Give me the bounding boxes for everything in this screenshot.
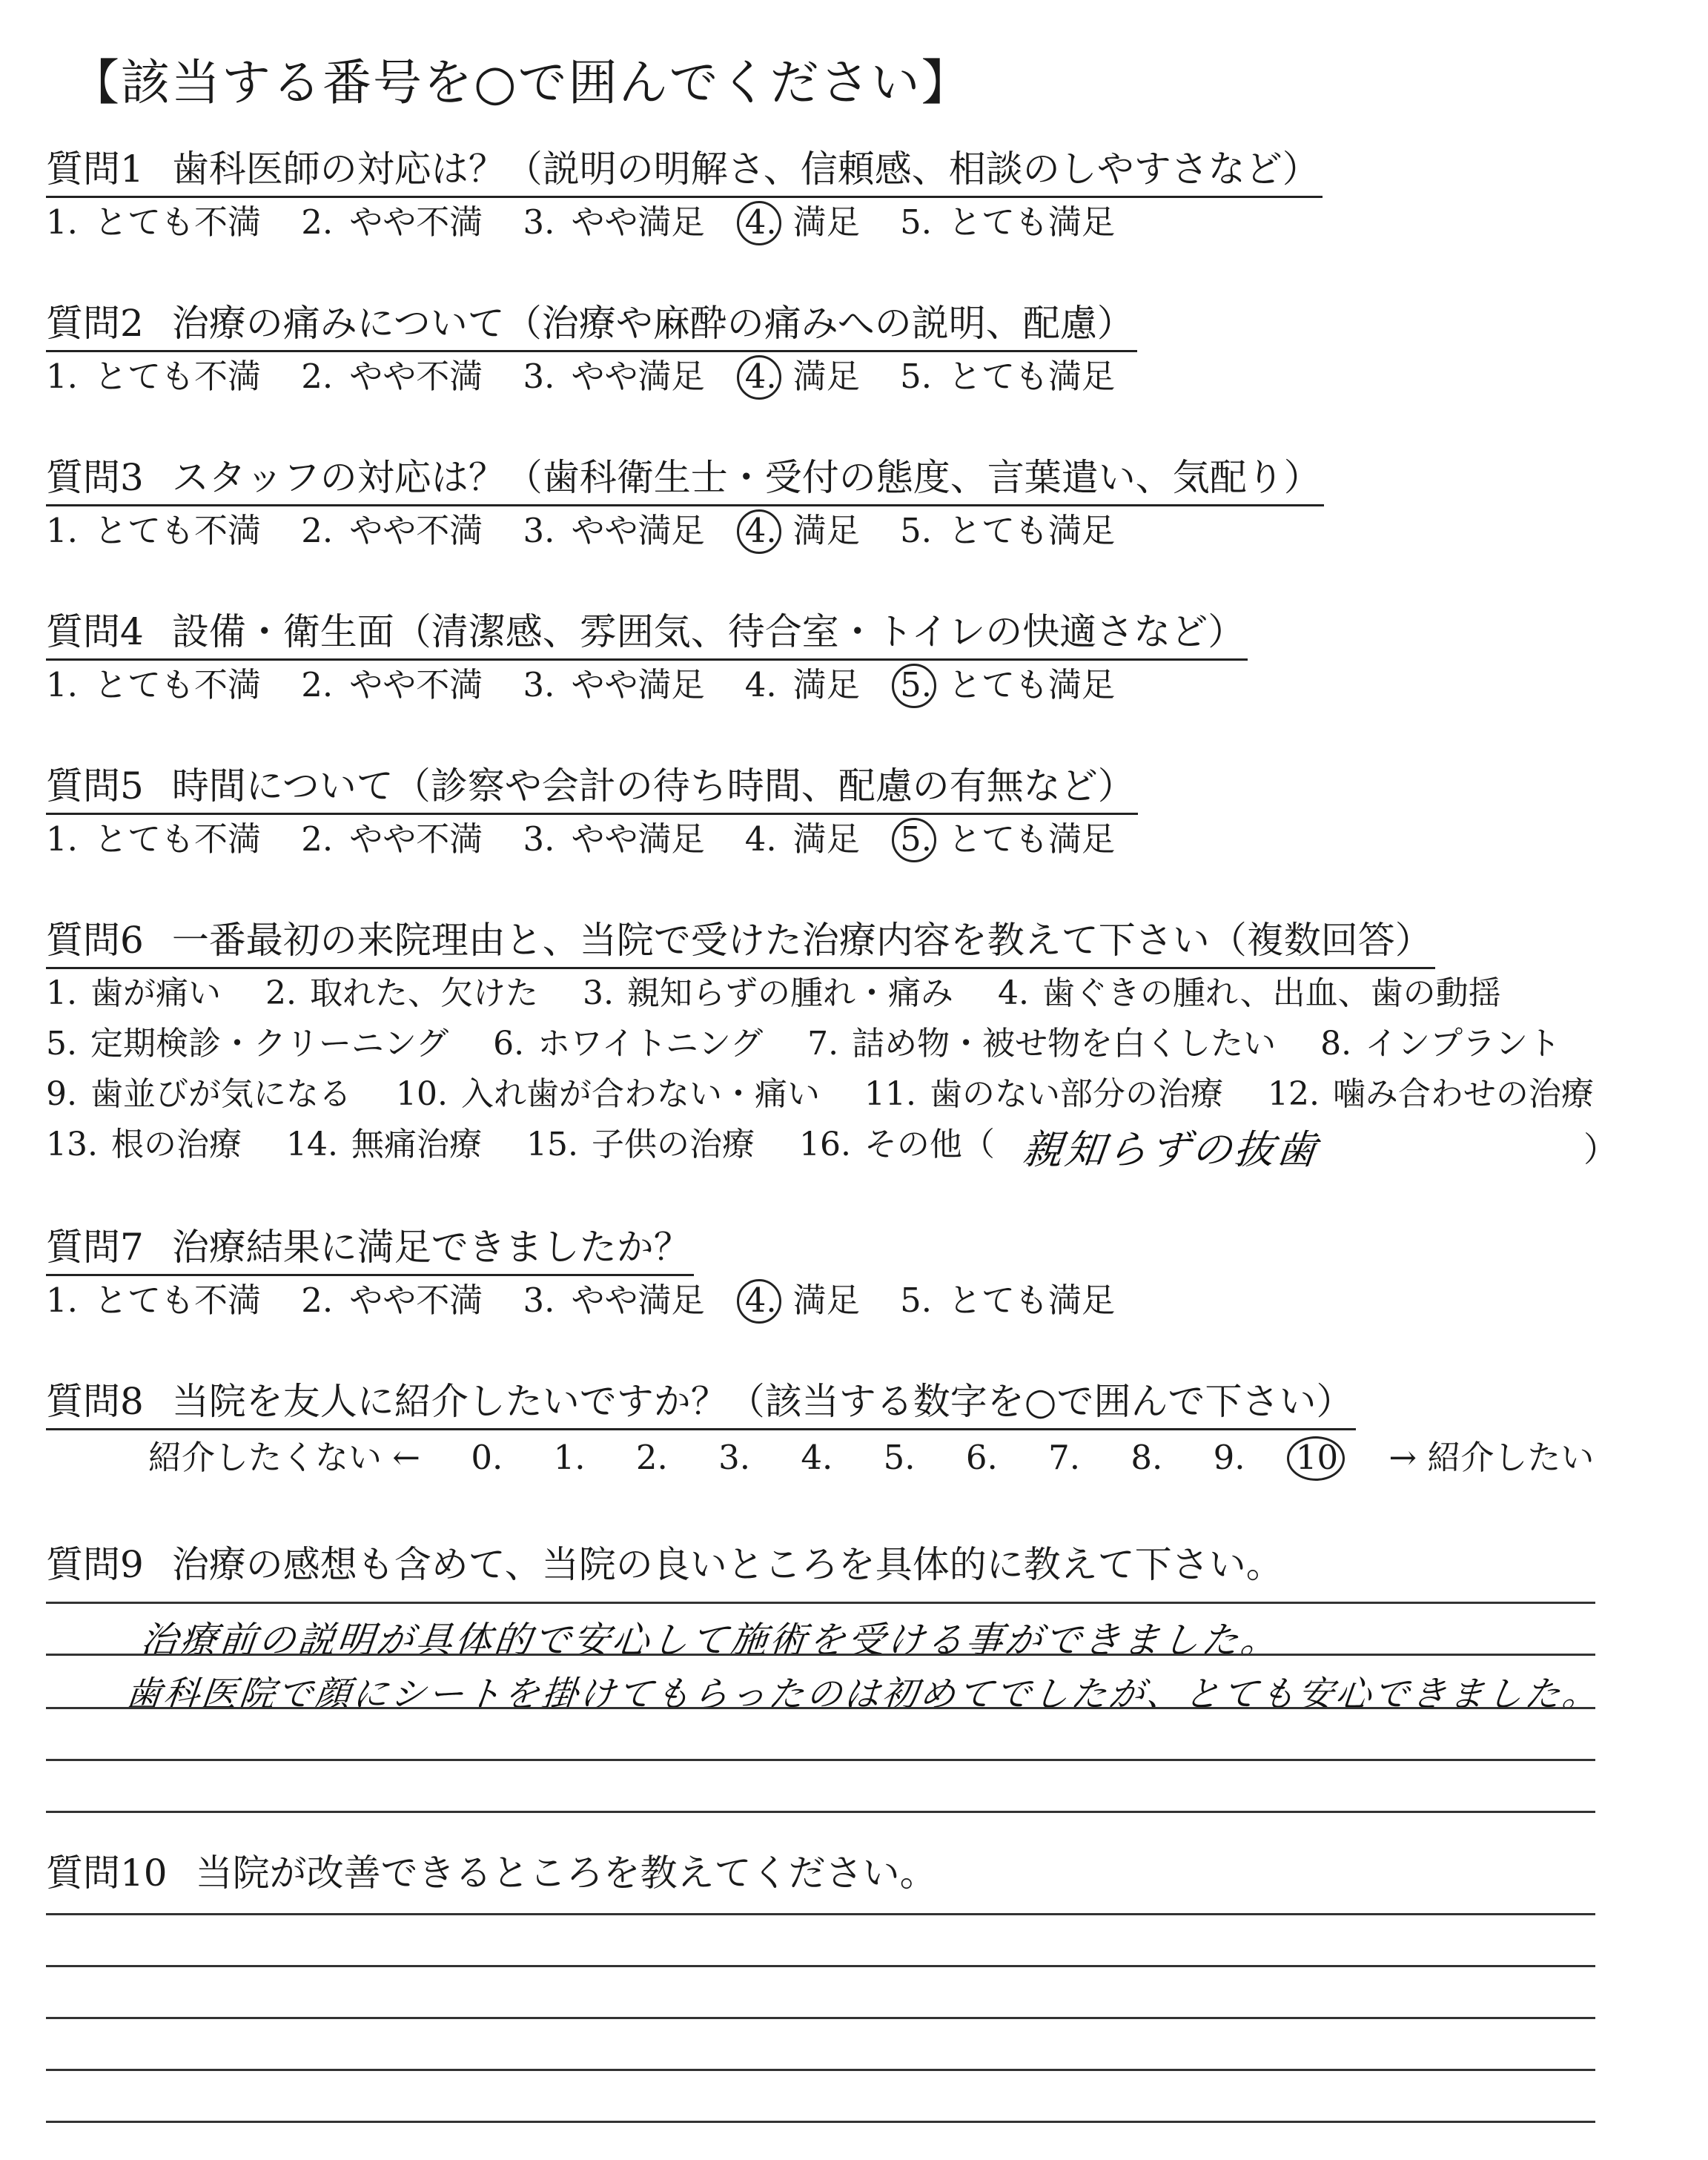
selection-circle: 4. [744, 511, 777, 550]
question-number: 質問2 [46, 302, 144, 345]
other-close-paren: ） [1583, 1129, 1618, 1169]
option-3[interactable]: 3. やや満足 [523, 511, 705, 550]
question-4-options [46, 664, 1145, 706]
option-3[interactable]: 3. やや満足 [523, 665, 705, 704]
selection-circle: 5. [900, 819, 932, 859]
scale-7[interactable]: 7. [1048, 1438, 1081, 1477]
option-1[interactable]: 1. とても不満 [46, 1281, 261, 1320]
scale-8[interactable]: 8. [1131, 1438, 1163, 1477]
question-2 [46, 301, 1137, 352]
option-4[interactable]: 4. 満足 [744, 665, 860, 704]
option-4-selected[interactable]: 4. 満足 [744, 1281, 860, 1320]
checkbox-option[interactable]: 10. 入れ歯が合わない・痛い [395, 1075, 820, 1113]
checkbox-option[interactable]: 13. 根の治療 [46, 1126, 242, 1163]
option-5[interactable]: 5. とても満足 [900, 202, 1116, 242]
question-number: 質問3 [46, 456, 144, 499]
answer-rule [46, 1811, 1595, 1813]
option-4[interactable]: 4. 満足 [744, 819, 860, 859]
question-6-row-1 [46, 973, 1535, 1014]
option-3[interactable]: 3. やや満足 [523, 819, 705, 859]
answer-rule [46, 2017, 1595, 2019]
question-number: 質問6 [46, 919, 144, 962]
question-text: 歯科医師の対応は？（説明の明解さ、信頼感、相談のしやすさなど） [171, 148, 1320, 191]
answer-rule [46, 1602, 1595, 1604]
selection-circle: 4. [744, 202, 777, 242]
question-10 [46, 1851, 937, 1895]
question-number: 質問7 [46, 1226, 144, 1269]
checkbox-option[interactable]: 8. インプラント [1320, 1025, 1561, 1063]
question-6 [46, 918, 1435, 969]
other-answer-handwritten[interactable]: 親知らずの抜歯 [1020, 1126, 1321, 1173]
question-number: 質問1 [46, 148, 144, 191]
selection-circle: 4. [744, 357, 777, 396]
question-6-row-2 [46, 1023, 1595, 1065]
handwritten-answer-line-1[interactable]: 治療前の説明が具体的で安心して施術を受ける事ができました。 [138, 1619, 1282, 1662]
question-number: 質問4 [46, 610, 144, 653]
question-3-options [46, 510, 1145, 552]
question-3 [46, 455, 1324, 506]
question-4 [46, 610, 1248, 661]
question-7 [46, 1225, 694, 1276]
checkbox-option[interactable]: 2. 取れた、欠けた [265, 974, 538, 1012]
option-2[interactable]: 2. やや不満 [301, 1281, 483, 1320]
answer-rule [46, 1965, 1595, 1967]
option-5[interactable]: 5. とても満足 [900, 357, 1116, 396]
answer-rule [46, 1913, 1595, 1915]
scale-2[interactable]: 2. [635, 1438, 668, 1477]
checkbox-option[interactable]: 15. 子供の治療 [526, 1126, 755, 1163]
option-3[interactable]: 3. やや満足 [523, 1281, 705, 1320]
option-1[interactable]: 1. とても不満 [46, 202, 261, 242]
option-2[interactable]: 2. やや不満 [301, 357, 483, 396]
scale-3[interactable]: 3. [718, 1438, 751, 1477]
answer-rule [46, 1654, 1595, 1656]
option-4-selected[interactable]: 4. 満足 [744, 511, 860, 550]
form-heading: 【該当する番号を○で囲んでください】 [70, 54, 972, 111]
scale-1[interactable]: 1. [553, 1438, 586, 1477]
checkbox-option[interactable]: 11. 歯のない部分の治療 [864, 1075, 1223, 1113]
option-1[interactable]: 1. とても不満 [46, 819, 261, 859]
option-2[interactable]: 2. やや不満 [301, 202, 483, 242]
option-5[interactable]: 5. とても満足 [900, 1281, 1116, 1320]
answer-rule [46, 1707, 1595, 1709]
option-1[interactable]: 1. とても不満 [46, 357, 261, 396]
scale-0[interactable]: 0. [471, 1438, 503, 1477]
option-1[interactable]: 1. とても不満 [46, 511, 261, 550]
scale-left-label: 紹介したくない ← [148, 1438, 421, 1477]
question-text: 時間について（診察や会計の待ち時間、配慮の有無など） [171, 764, 1135, 807]
option-5[interactable]: 5. とても満足 [900, 511, 1116, 550]
selection-circle: 4. [744, 1281, 777, 1320]
option-2[interactable]: 2. やや不満 [301, 665, 483, 704]
option-3[interactable]: 3. やや満足 [523, 357, 705, 396]
question-5-options [46, 819, 1145, 860]
question-text: 一番最初の来院理由と、当院で受けた治療内容を教えて下さい（複数回答） [171, 919, 1432, 962]
question-number: 質問9 [46, 1543, 144, 1586]
question-8 [46, 1379, 1356, 1430]
option-2[interactable]: 2. やや不満 [301, 511, 483, 550]
question-text: スタッフの対応は？（歯科衛生士・受付の態度、言葉遣い、気配り） [171, 456, 1321, 499]
question-7-options [46, 1280, 1145, 1321]
checkbox-option[interactable]: 5. 定期検診・クリーニング [46, 1025, 449, 1063]
option-3[interactable]: 3. やや満足 [523, 202, 705, 242]
option-4-selected[interactable]: 4. 満足 [744, 202, 860, 242]
question-text: 当院が改善できるところを教えてください。 [195, 1852, 937, 1895]
option-5-selected[interactable]: 5. とても満足 [900, 819, 1116, 859]
recommend-scale [148, 1437, 1634, 1479]
answer-rule [46, 2069, 1595, 2071]
question-1 [46, 147, 1323, 198]
question-number: 質問5 [46, 764, 144, 807]
answer-rule [46, 2121, 1595, 2123]
scale-5[interactable]: 5. [883, 1438, 916, 1477]
checkbox-option[interactable]: 14. 無痛治療 [285, 1126, 482, 1163]
checkbox-option[interactable]: 7. 詰め物・被せ物を白くしたい [807, 1025, 1277, 1063]
selection-circle: 5. [900, 665, 932, 704]
checkbox-option-other[interactable]: 16. その他（ [798, 1126, 995, 1163]
question-5 [46, 764, 1138, 815]
scale-6[interactable]: 6. [965, 1438, 998, 1477]
question-text: 治療の痛みについて（治療や麻酔の痛みへの説明、配慮） [171, 302, 1134, 345]
question-6-row-3 [46, 1074, 1628, 1115]
checkbox-option[interactable]: 6. ホワイトニング [493, 1025, 764, 1063]
question-text: 治療の感想も含めて、当院の良いところを具体的に教えて下さい。 [171, 1543, 1283, 1586]
question-number: 質問10 [46, 1852, 168, 1895]
question-text: 治療結果に満足できましたか？ [171, 1226, 691, 1269]
question-text: 当院を友人に紹介したいですか？（該当する数字を○で囲んで下さい） [171, 1380, 1354, 1423]
checkbox-option[interactable]: 9. 歯並びが気になる [46, 1075, 351, 1113]
question-1-options [46, 202, 1145, 243]
option-4-selected[interactable]: 4. 満足 [744, 357, 860, 396]
question-2-options [46, 356, 1145, 397]
handwritten-answer-line-2[interactable]: 歯科医院で顔にシートを掛けてもらったのは初めてでしたが、とても安心できました。 [123, 1674, 1603, 1715]
option-2[interactable]: 2. やや不満 [301, 819, 483, 859]
option-5-selected[interactable]: 5. とても満足 [900, 665, 1116, 704]
answer-rule [46, 1759, 1595, 1761]
checkbox-option[interactable]: 4. 歯ぐきの腫れ、出血、歯の動揺 [997, 974, 1501, 1012]
scale-9[interactable]: 9. [1213, 1438, 1245, 1477]
scale-right-label: → 紹介したい [1388, 1438, 1595, 1477]
scale-4[interactable]: 4. [801, 1438, 833, 1477]
checkbox-option[interactable]: 1. 歯が痛い [46, 974, 221, 1012]
question-number: 質問8 [46, 1380, 144, 1423]
question-text: 設備・衛生面（清潔感、雰囲気、待合室・トイレの快適さなど） [171, 610, 1245, 653]
question-6-row-4 [46, 1124, 1013, 1166]
option-1[interactable]: 1. とても不満 [46, 665, 261, 704]
checkbox-option[interactable]: 12. 噛み合わせの治療 [1267, 1075, 1594, 1113]
checkbox-option[interactable]: 3. 親知らずの腫れ・痛み [582, 974, 953, 1012]
question-9 [46, 1542, 1283, 1587]
scale-10-selected[interactable]: 10 [1295, 1438, 1339, 1477]
